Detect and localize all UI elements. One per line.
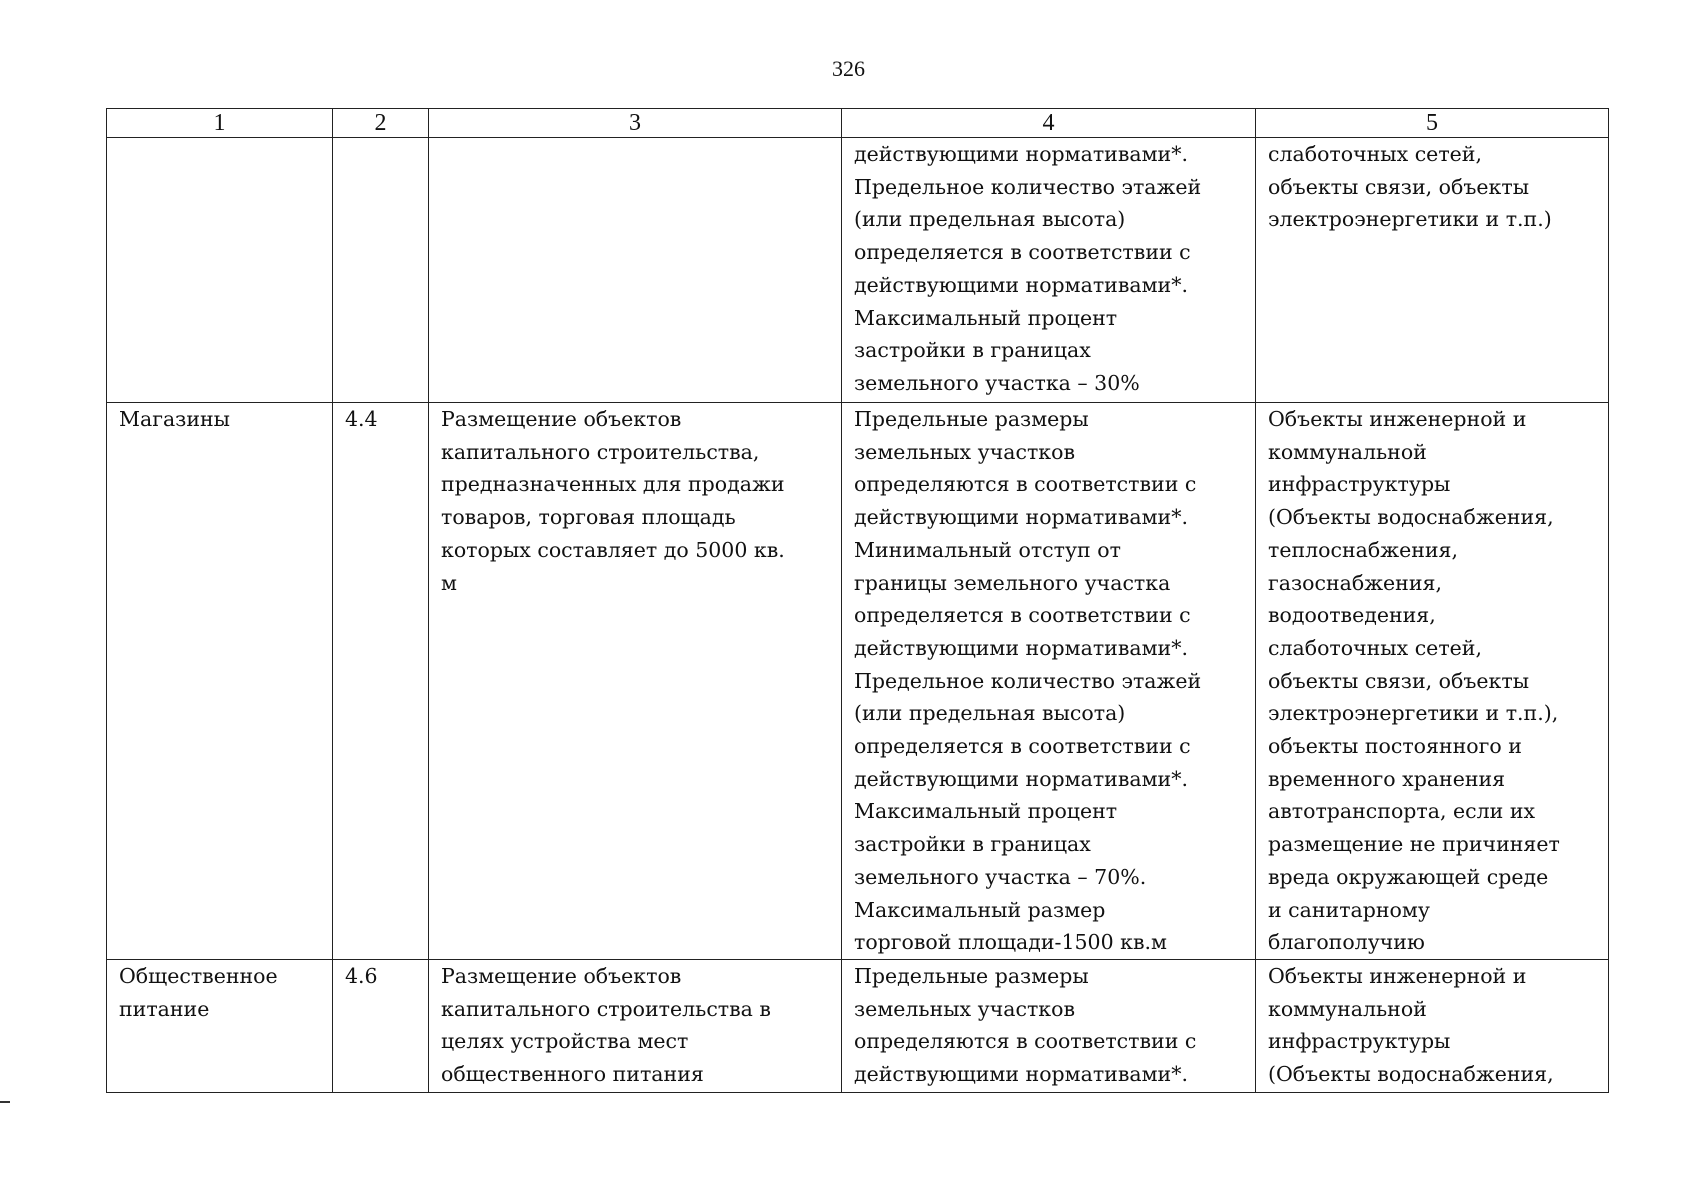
text-line: земельных участков <box>854 439 1075 464</box>
text-line: определяется в соответствии с <box>854 603 1191 628</box>
text-line: вреда окружающей среде <box>1268 864 1549 889</box>
text-line: и санитарному <box>1268 897 1430 922</box>
text-line: объекты связи, объекты <box>1268 668 1530 693</box>
text-line: товаров, торговая площадь <box>441 505 736 530</box>
code-cell: 4.4 <box>333 403 429 960</box>
text-line: (Объекты водоснабжения, <box>1268 1062 1554 1087</box>
text-line: Предельные размеры <box>854 964 1089 988</box>
text-line: автотранспорта, если их <box>1268 799 1536 824</box>
land-use-table <box>106 108 1609 1093</box>
use-name-cell <box>107 960 333 1093</box>
text-line: м <box>441 570 457 595</box>
text-line: предназначенных для продажи <box>441 472 785 497</box>
text-line: (или предельная высота) <box>854 207 1126 232</box>
text-line: размещение не причиняет <box>1268 832 1560 857</box>
header-col-1: 1 <box>107 109 333 138</box>
auxiliary-uses-cell <box>1256 403 1609 960</box>
text-line: застройки в границах <box>854 832 1091 857</box>
table-row <box>107 960 1609 1093</box>
text-line: Максимальный размер <box>854 897 1106 922</box>
text-line: определяется в соответствии с <box>854 240 1191 265</box>
text-line: инфраструктуры <box>1268 1029 1451 1054</box>
text-line: действующими нормативами*. <box>854 505 1188 530</box>
text-line: капитального строительства, <box>441 439 760 464</box>
text-line: действующими нормативами*. <box>854 142 1188 166</box>
auxiliary-uses-cell <box>1256 138 1609 403</box>
text-line: Объекты инженерной и <box>1268 407 1527 431</box>
text-line: объекты постоянного и <box>1268 734 1522 759</box>
text-line: слаботочных сетей, <box>1268 142 1482 166</box>
text-line: Предельное количество этажей <box>854 668 1202 693</box>
text-line: Минимальный отступ от <box>854 537 1121 562</box>
text-line: застройки в границах <box>854 338 1091 363</box>
text-line: земельного участка – 70%. <box>854 864 1147 889</box>
use-name-cell <box>107 403 333 960</box>
description-cell <box>429 403 842 960</box>
text-line: инфраструктуры <box>1268 472 1451 497</box>
description-cell <box>429 138 842 403</box>
text-line: определяются в соответствии с <box>854 472 1197 497</box>
text-line: электроэнергетики и т.п.) <box>1268 207 1552 232</box>
text-line: слаботочных сетей, <box>1268 635 1482 660</box>
text-line: водоотведения, <box>1268 603 1436 628</box>
table-row <box>107 138 1609 403</box>
margin-mark <box>0 1101 10 1103</box>
text-line: благополучию <box>1268 930 1425 955</box>
text-line: Размещение объектов <box>441 407 682 431</box>
text-line: определяются в соответствии с <box>854 1029 1197 1054</box>
text-line: временного хранения <box>1268 766 1506 791</box>
text-line: действующими нормативами*. <box>854 272 1188 297</box>
text-line: газоснабжения, <box>1268 570 1442 595</box>
text-line: Предельное количество этажей <box>854 174 1202 199</box>
page-number: 326 <box>832 56 865 81</box>
header-row <box>107 109 1609 138</box>
text-line: земельного участка – 30% <box>854 370 1140 395</box>
text-line: границы земельного участка <box>854 570 1171 595</box>
description-cell <box>429 960 842 1093</box>
header-col-4: 4 <box>842 109 1256 138</box>
header-col-2: 2 <box>333 109 429 138</box>
text-line: Максимальный процент <box>854 799 1118 824</box>
text-line: (или предельная высота) <box>854 701 1126 726</box>
auxiliary-uses-cell <box>1256 960 1609 1093</box>
text-line: коммунальной <box>1268 996 1427 1021</box>
code-cell: 4.6 <box>333 960 429 1093</box>
text-line: действующими нормативами*. <box>854 635 1188 660</box>
text-line: питание <box>119 996 210 1021</box>
text-line: коммунальной <box>1268 439 1427 464</box>
text-line: Максимальный процент <box>854 305 1118 330</box>
text-line: торговой площади-1500 кв.м <box>854 930 1167 955</box>
text-line: целях устройства мест <box>441 1029 689 1054</box>
text-line: объекты связи, объекты <box>1268 174 1530 199</box>
table-row <box>107 403 1609 960</box>
text-line: действующими нормативами*. <box>854 766 1188 791</box>
text-line: теплоснабжения, <box>1268 537 1458 562</box>
header-col-5: 5 <box>1256 109 1609 138</box>
parameters-cell <box>842 403 1256 960</box>
parameters-cell <box>842 960 1256 1093</box>
text-line: Объекты инженерной и <box>1268 964 1527 988</box>
header-col-3: 3 <box>429 109 842 138</box>
text-line: Предельные размеры <box>854 407 1089 431</box>
parameters-cell <box>842 138 1256 403</box>
text-line: которых составляет до 5000 кв. <box>441 537 785 562</box>
code-cell <box>333 138 429 403</box>
text-line: земельных участков <box>854 996 1075 1021</box>
text-line: Магазины <box>119 407 230 431</box>
text-line: действующими нормативами*. <box>854 1062 1188 1087</box>
text-line: (Объекты водоснабжения, <box>1268 505 1554 530</box>
text-line: Размещение объектов <box>441 964 682 988</box>
text-line: Общественное <box>119 964 278 988</box>
text-line: общественного питания <box>441 1062 704 1087</box>
text-line: электроэнергетики и т.п.), <box>1268 701 1559 726</box>
text-line: определяется в соответствии с <box>854 734 1191 759</box>
use-name-cell <box>107 138 333 403</box>
text-line: капитального строительства в <box>441 996 771 1021</box>
